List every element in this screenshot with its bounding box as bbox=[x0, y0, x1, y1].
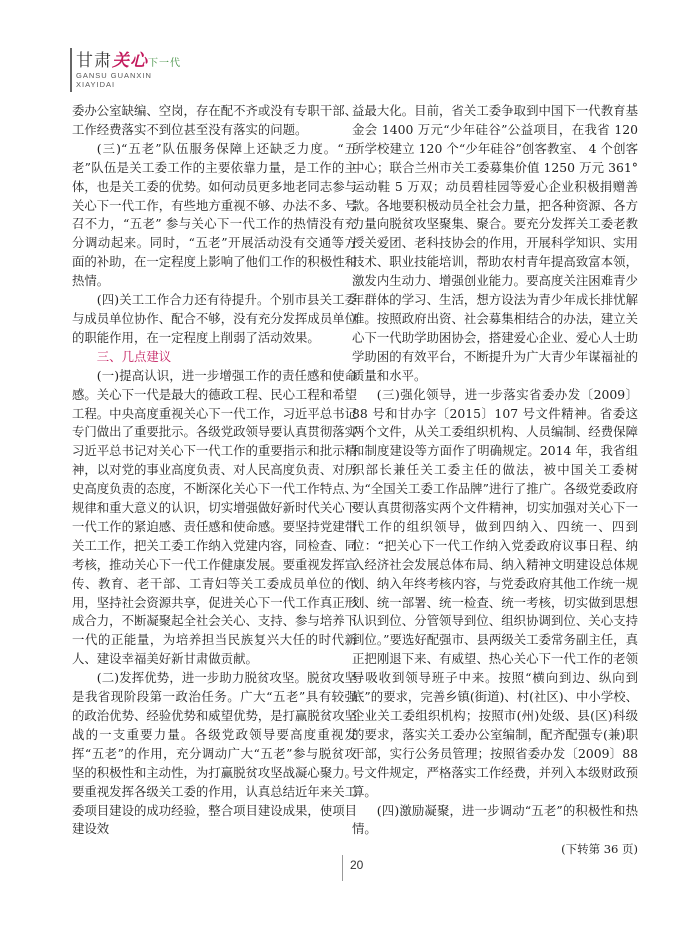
logo-suffix: 下一代 bbox=[148, 58, 181, 69]
paragraph: (三)“五老”队伍服务保障上还缺乏力度。“五老”队伍是关工委工作的主要依靠力量，是工作的主体，也是关工委的优势。如何动员更多地老同志参与关心下一代工作，有些地方重视不够、办法不多、号召不力，“五老” 参与关心下一代工作的热情没有充分调动起来。同时，“五老”开展活动没有交通等方面的补助，在一定程度上影响了他们工作的积极性和热情。 bbox=[72, 140, 357, 289]
paragraph: (三)强化领导，进一步落实省委办发〔2009〕88 号和甘办字〔2015〕107 号文件精神。省委这两个文件，从关工委组织机构、人员编制、经费保障和制度建设等方面作了明确规定。2014 年，我省组织部长兼任关工委主任的做法，被中国关工委树为“全国关工委工作品牌”进行了推广。各级党委政府要认真贯彻落实两个文件精神，切实加强对关心下一代工作的组织领导，做到四纳入、四统一、四到位：“把关心下一代工作纳入党委政府议事日程、纳入经济社会发展总体布局、纳入精神文明建设总体规划、纳入年终考核内容，与党委政府其他工作统一规划、统一部署、统一检查、统一考核，切实做到思想认识到位、分管领导到位、组织协调到位、关心支持到位。”要选好配强市、县两级关工委常务副主任，真正把刚退下来、有威望、热心关心下一代工作的老领导吸收到领导班子中来。按照“横向到边、纵向到底”的要求，完善乡镇(街道)、村(社区)、中小学校、企业关工委组织机构；按照市(州)处级、县(区)科级的要求，落实关工委办公室编制，配齐配强专(兼)职干部，实行公务员管理；按照省委办发〔2009〕88 号文件规定，严格落实工作经费，并列入本级财政预算。 bbox=[352, 386, 638, 799]
logo-accent: 关心 bbox=[112, 51, 148, 71]
logo-divider bbox=[70, 48, 72, 92]
right-column bbox=[352, 102, 638, 859]
paragraph: 委办公室缺编、空岗，存在配不齐或没有专职干部、工作经费落实不到位甚至没有落实的问题。 bbox=[72, 103, 357, 137]
page-number: 20 bbox=[350, 858, 364, 872]
magazine-logo bbox=[76, 46, 186, 96]
logo-english-line-1: GANSU GUANXIN bbox=[76, 71, 152, 80]
paragraph: (一)提高认识，进一步增强工作的责任感和使命感。关心下一代是最大的德政工程、民心工程和希望工程。中央高度重视关心下一代工作，习近平总书记专门做出了重要批示。各级党政领导要认真贯彻落实习近平总书记对关心下一代工作的重要指示和批示精神，以对党的事业高度负责、对人民高度负责、对历史高度负责的态度，不断深化关心下一代工作特点、规律和重大意义的认识，切实增强做好新时代关心下一代工作的紧迫感、责任感和使命感。要坚持党建带关工工作，把关工委工作纳入党建内容，同检查、同考核，推动关心下一代工作健康发展。要重视发挥宣传、教育、老干部、工青妇等关工委成员单位的作用，坚持社会资源共享，促进关心下一代工作真正形成合力，不断凝聚起全社会关心、支持、参与培养下一代的正能量，为培养担当民族复兴大任的时代新人、建设幸福美好新甘肃做贡献。 bbox=[72, 367, 357, 667]
paragraph: (四)激励凝聚，进一步调动“五老”的积极性和热情。 bbox=[352, 802, 638, 837]
left-column bbox=[72, 102, 357, 839]
paragraph: (四)关工工作合力还有待提升。个别市县关工委与成员单位协作、配合不够，没有充分发挥成员单位的职能作用，在一定程度上削弱了活动效果。 bbox=[72, 292, 357, 345]
section-title: 三、几点建议 bbox=[96, 348, 172, 364]
logo-prefix: 甘肃 bbox=[76, 51, 112, 71]
footer-divider bbox=[342, 855, 343, 881]
paragraph: (二)发挥优势，进一步助力脱贫攻坚。脱贫攻坚是我省现阶段第一政治任务。广大“五老”具有较强的政治优势、经验优势和威望优势，是打赢脱贫攻坚战的一支重要力量。各级党政领导要高度重视发挥“五老”的作用，充分调动广大“五老”参与脱贫攻坚的积极性和主动性，为打赢脱贫攻坚战凝心聚力。要重视发挥各级关工委的作用，认真总结近年来关工委项目建设的成功经验，整合项目建设成果，使项目建设效 bbox=[72, 670, 357, 837]
logo-english-line-2: XIAYIDAI bbox=[76, 80, 116, 89]
paragraph: 益最大化。目前，省关工委争取到中国下一代教育基金会 1400 万元“少年硅谷”公益项目，在我省 120 所学校建立 120 个“少年硅谷”创客教室、 4 个创客中心；联合兰州市关工委募集价值 1250 万元 361° 运动鞋 5 万双；动员碧桂园等爱心企业积极捐赠善款。各地要积极动员全社会力量，把各种资源、各方力量向脱贫攻坚聚集、聚合。要充分发挥关工委老教授关爱团、老科技协会的作用，开展科学知识、实用技术、职业技能培训，帮助农村青年提高致富本领，激发内生动力、增强创业能力。要高度关注困难青少年群体的学习、生活，想方设法为青少年成长排忧解难。按照政府出资、社会募集相结合的办法，建立关心下一代助学助困协会，搭建爱心企业、爱心人士助学助困的有效平台，不断提升为广大青少年谋福祉的质量和水平。 bbox=[352, 103, 638, 383]
logo-chinese-title bbox=[76, 46, 186, 71]
continued-note: (下转第 36 页) bbox=[561, 842, 638, 857]
